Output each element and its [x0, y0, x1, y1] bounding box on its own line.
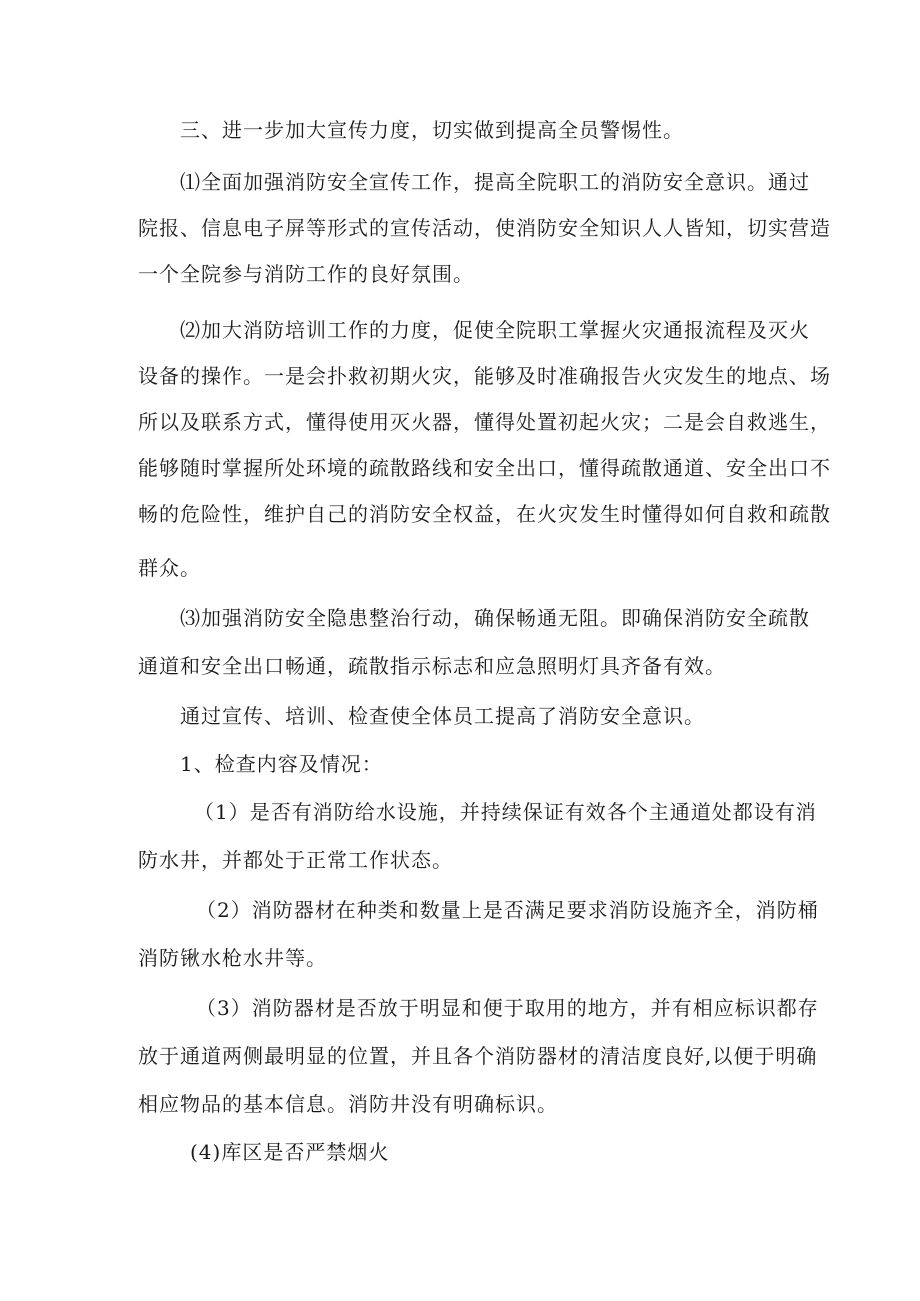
paragraph-line: ⑴全面加强消防安全宣传工作，提高全院职工的消防安全意识。通过 — [180, 170, 810, 194]
list-item-line: (4)库区是否严禁烟火 — [190, 1140, 390, 1164]
paragraph-line: 群众。 — [138, 556, 201, 580]
list-item-line: （1）是否有消防给水设施，并持续保证有效各个主通道处都设有消 — [194, 800, 817, 824]
list-item-line: 放于通道两侧最明显的位置，并且各个消防器材的清洁度良好,以便于明确 — [138, 1044, 818, 1068]
paragraph-line: 院报、信息电子屏等形式的宣传活动，使消防安全知识人人皆知，切实营造 — [138, 216, 831, 240]
list-heading: 1、检查内容及情况： — [180, 752, 383, 776]
section-heading: 三、进一步加大宣传力度，切实做到提高全员警惕性。 — [180, 118, 684, 142]
paragraph-line: ⑶加强消防安全隐患整治行动，确保畅通无阻。即确保消防安全疏散 — [180, 606, 810, 630]
paragraph-line: 通过宣传、培训、检查使全体员工提高了消防安全意识。 — [180, 704, 705, 728]
paragraph-line: 一个全院参与消防工作的良好氛围。 — [138, 262, 474, 286]
list-item-line: 防水井，并都处于正常工作状态。 — [138, 848, 453, 872]
paragraph-line: 设备的操作。一是会扑救初期火灾，能够及时准确报告火灾发生的地点、场 — [138, 364, 831, 388]
list-item-line: （2）消防器材在种类和数量上是否满足要求消防设施齐全，消防桶 — [196, 898, 819, 922]
paragraph-line: 畅的危险性，维护自己的消防安全权益，在火灾发生时懂得如何自救和疏散 — [138, 502, 831, 526]
list-item-line: （3）消防器材是否放于明显和便于取用的地方，并有相应标识都存 — [196, 996, 819, 1020]
paragraph-line: 所以及联系方式，懂得使用灭火器，懂得处置初起火灾；二是会自救逃生， — [138, 410, 831, 434]
list-item-line: 相应物品的基本信息。消防井没有明确标识。 — [138, 1092, 558, 1116]
paragraph-line: 能够随时掌握所处环境的疏散路线和安全出口，懂得疏散通道、安全出口不 — [138, 456, 831, 480]
paragraph-line: 通道和安全出口畅通，疏散指示标志和应急照明灯具齐备有效。 — [138, 654, 726, 678]
list-item-line: 消防锹水枪水井等。 — [138, 946, 327, 970]
paragraph-line: ⑵加大消防培训工作的力度，促使全院职工掌握火灾通报流程及灭火 — [180, 318, 810, 342]
